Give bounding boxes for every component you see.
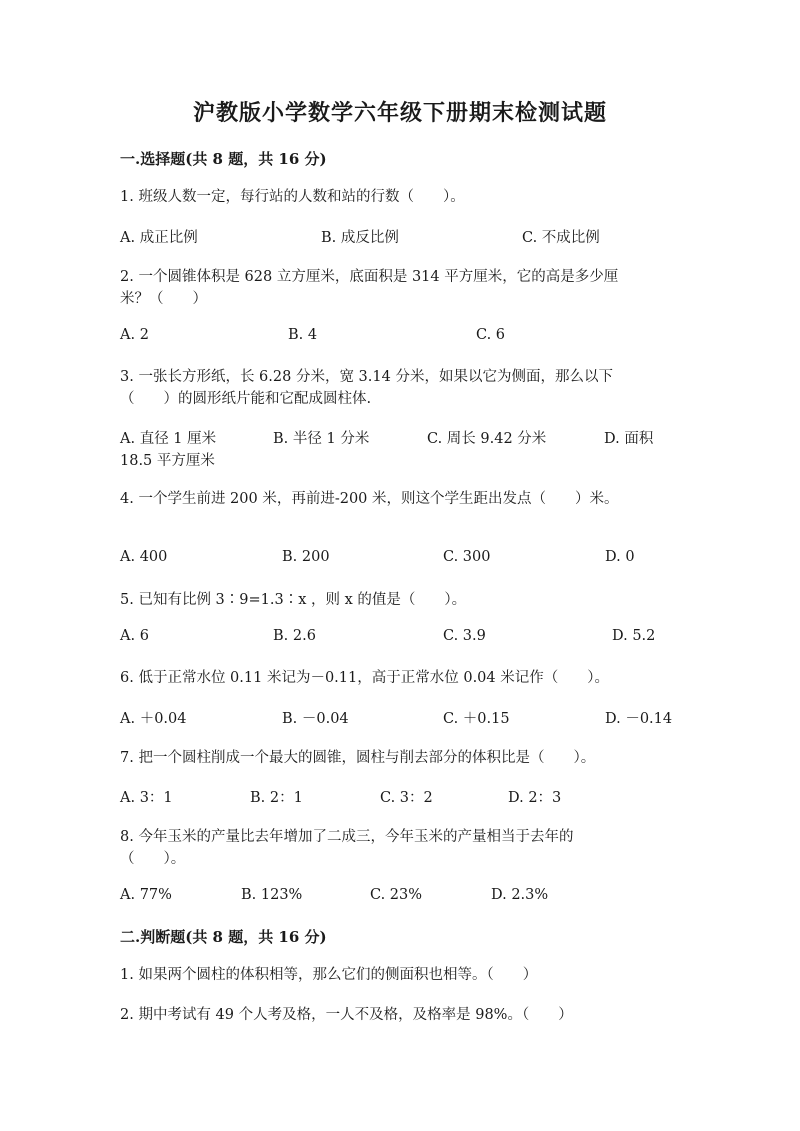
option-d: D. 2：3	[508, 790, 562, 806]
question-7: 7. 把一个圆柱削成一个最大的圆锥，圆柱与削去部分的体积比是（ ）。	[120, 750, 596, 766]
question-8: 8. 今年玉米的产量比去年增加了二成三，今年玉米的产量相当于去年的	[120, 829, 574, 845]
options-1	[120, 226, 700, 248]
options-7	[120, 786, 700, 808]
question-6: 6. 低于正常水位 0.11 米记为－0.11，高于正常水位 0.04 米记作（ ）。	[120, 670, 609, 686]
option-d-cont: 18.5 平方厘米	[120, 453, 215, 469]
question-5: 5. 已知有比例 3∶9=1.3∶x ，则 x 的值是（ ）。	[120, 592, 467, 608]
option-a: A. 2	[120, 327, 149, 343]
question-3: 3. 一张长方形纸，长 6.28 分米，宽 3.14 分米，如果以它为侧面，那么以下	[120, 369, 613, 385]
options-8	[120, 887, 700, 909]
option-b: B. 2.6	[273, 628, 316, 644]
options-6	[120, 707, 700, 729]
option-a: A. 成正比例	[120, 230, 198, 246]
option-d: D. 面积	[604, 431, 654, 447]
option-d: D. 5.2	[612, 628, 656, 644]
option-c: C. 23%	[370, 887, 423, 903]
option-c: C. ＋0.15	[443, 711, 510, 727]
option-a: A. 400	[120, 549, 168, 565]
option-b: B. 半径 1 分米	[273, 431, 370, 447]
option-b: B. －0.04	[282, 711, 349, 727]
option-b: B. 123%	[241, 887, 303, 903]
option-c: C. 6	[476, 327, 506, 343]
judge-question-2: 2. 期中考试有 49 个人考及格，一人不及格，及格率是 98%。（ ）	[120, 1007, 573, 1023]
judge-question-1: 1. 如果两个圆柱的体积相等，那么它们的侧面积也相等。（ ）	[120, 967, 538, 983]
section-heading-judge: 二.判断题(共 8 题，共 16 分)	[120, 928, 327, 946]
options-2	[120, 327, 700, 349]
question-2: 2. 一个圆锥体积是 628 立方厘米，底面积是 314 平方厘米，它的高是多少厘	[120, 269, 619, 285]
option-a: A. 6	[120, 628, 149, 644]
option-a: A. 直径 1 厘米	[120, 431, 217, 447]
question-1: 1. 班级人数一定，每行站的人数和站的行数（ ）。	[120, 189, 465, 205]
option-b: B. 成反比例	[321, 230, 399, 246]
option-b: B. 2：1	[250, 790, 303, 806]
page-title: 沪教版小学数学六年级下册期末检测试题	[192, 100, 607, 126]
option-c: C. 300	[443, 549, 491, 565]
options-4	[120, 549, 700, 571]
question-4: 4. 一个学生前进 200 米，再前进-200 米，则这个学生距出发点（ ）米。	[120, 491, 619, 507]
option-b: B. 4	[288, 327, 318, 343]
option-b: B. 200	[282, 549, 330, 565]
question-2-cont: 米？（ ）	[120, 291, 207, 307]
options-3	[120, 427, 700, 449]
option-d: D. －0.14	[605, 711, 673, 727]
option-c: C. 不成比例	[522, 230, 600, 246]
option-a: A. 3：1	[120, 790, 173, 806]
option-c: C. 3：2	[380, 790, 433, 806]
options-5	[120, 628, 700, 650]
question-8-cont: （ ）。	[120, 851, 186, 867]
question-3-cont: （ ）的圆形纸片能和它配成圆柱体.	[120, 391, 372, 407]
option-c: C. 周长 9.42 分米	[427, 431, 547, 447]
option-d: D. 2.3%	[491, 887, 549, 903]
section-heading-choice: 一.选择题(共 8 题，共 16 分)	[120, 150, 327, 168]
option-a: A. ＋0.04	[120, 711, 187, 727]
option-c: C. 3.9	[443, 628, 486, 644]
option-a: A. 77%	[120, 887, 172, 903]
option-d: D. 0	[605, 549, 635, 565]
